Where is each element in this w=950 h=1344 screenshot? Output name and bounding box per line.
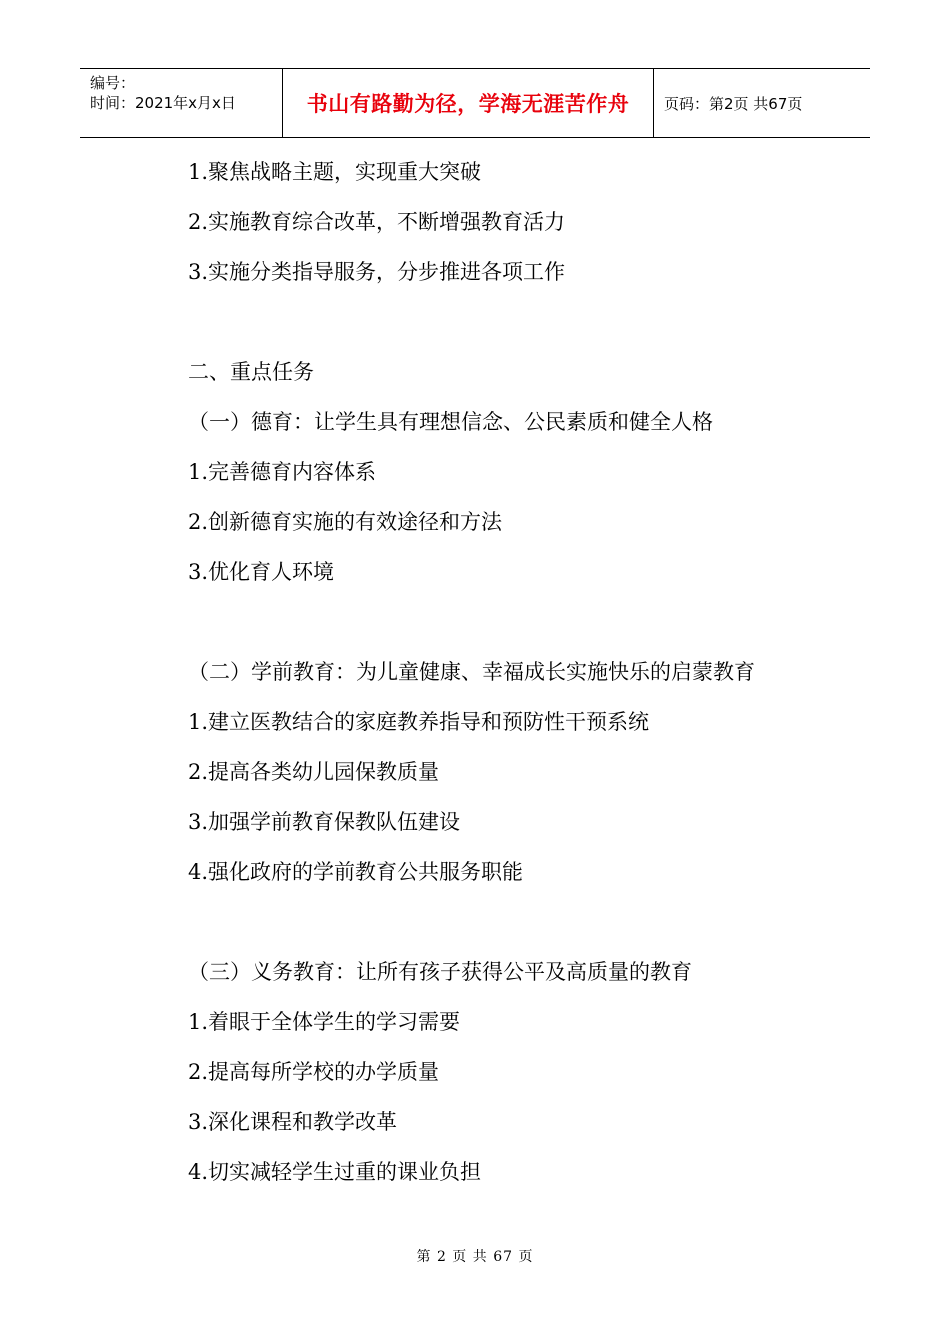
section-heading: 二、重点任务 (188, 360, 314, 384)
document-number-label: 编号： (90, 74, 136, 92)
body-line: 3.加强学前教育保教队伍建设 (188, 810, 461, 834)
body-line: 1.完善德育内容体系 (188, 460, 377, 484)
page-header (80, 68, 870, 138)
section-gap (188, 610, 828, 660)
body-line: 1.着眼于全体学生的学习需要 (188, 1010, 461, 1034)
subsection-heading: （二）学前教育：为儿童健康、幸福成长实施快乐的启蒙教育 (188, 660, 755, 684)
body-line: 2.提高每所学校的办学质量 (188, 1060, 440, 1084)
body-line: 3.优化育人环境 (188, 560, 335, 584)
page-footer: 第 2 页 共 67 页 (416, 1249, 534, 1265)
body-line: 4.切实减轻学生过重的课业负担 (188, 1160, 482, 1184)
document-body (188, 160, 828, 1210)
subsection-heading: （一）德育：让学生具有理想信念、公民素质和健全人格 (188, 410, 713, 434)
section-gap (188, 910, 828, 960)
body-line: 4.强化政府的学前教育公共服务职能 (188, 860, 524, 884)
body-line: 3.实施分类指导服务，分步推进各项工作 (188, 260, 566, 284)
header-motto: 书山有路勤为径，学海无涯苦作舟 (282, 69, 654, 137)
header-page-info: 页码：第2页 共67页 (664, 94, 803, 113)
body-line: 2.提高各类幼儿园保教质量 (188, 760, 440, 784)
subsection-heading: （三）义务教育：让所有孩子获得公平及高质量的教育 (188, 960, 692, 984)
document-time-label: 时间：2021年x月x日 (90, 94, 236, 112)
body-line: 1.建立医教结合的家庭教养指导和预防性干预系统 (188, 710, 650, 734)
section-gap (188, 310, 828, 360)
body-line: 1.聚焦战略主题，实现重大突破 (188, 160, 482, 184)
header-meta (80, 69, 282, 137)
body-line: 2.创新德育实施的有效途径和方法 (188, 510, 503, 534)
body-line: 3.深化课程和教学改革 (188, 1110, 398, 1134)
body-line: 2.实施教育综合改革，不断增强教育活力 (188, 210, 566, 234)
